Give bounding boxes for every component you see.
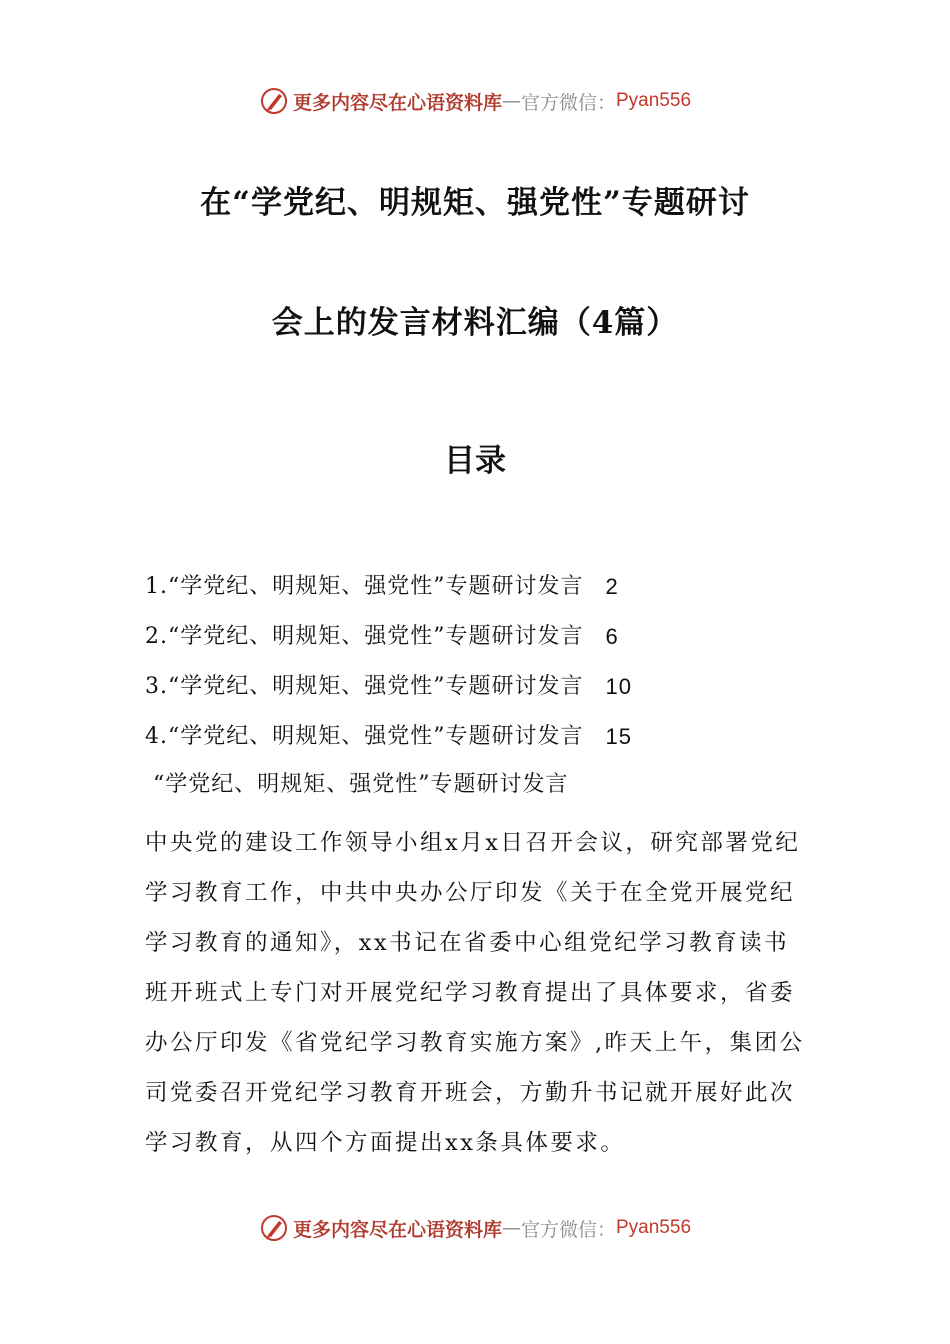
table-of-contents xyxy=(145,568,805,768)
watermark-id: Pyan556 xyxy=(616,1217,692,1238)
toc-item[interactable] xyxy=(145,568,805,618)
watermark-main-text: 更多内容尽在心语资料库 xyxy=(292,91,502,114)
toc-item[interactable] xyxy=(145,718,805,768)
toc-item-page: 2 xyxy=(605,574,619,599)
body-paragraph: 中央党的建设工作领导小组x月x日召开会议，研究部署党纪学习教育工作，中共中央办公厅印发《关于在全党开展党纪学习教育的通知》，xx书记在省委中心组党纪学习教育读书班开班式上专门对开展党纪学习教育提出了具体要求，省委办公厅印发《省党纪学习教育实施方案》,昨天上午，集团公司党委召开党纪学习教育开班会，方勤升书记就开展好此次学习教育，从四个方面提出xx条具体要求。 xyxy=(145,830,805,1156)
toc-item-label: 2.“学党纪、明规矩、强党性”专题研讨发言 xyxy=(145,624,584,649)
watermark-main-text: 更多内容尽在心语资料库 xyxy=(292,1218,502,1241)
section-heading: “学党纪、明规矩、强党性”专题研讨发言 xyxy=(153,772,569,797)
watermark-banner-top xyxy=(0,86,950,116)
toc-item-label: 1.“学党纪、明规矩、强党性”专题研讨发言 xyxy=(145,574,584,599)
pen-logo-icon xyxy=(259,86,289,116)
watermark-dash: — xyxy=(501,1217,521,1239)
document-title-line2: 会上的发言材料汇编（4篇） xyxy=(271,305,679,341)
watermark-dash: — xyxy=(501,90,521,112)
document-title-line1: 在“学党纪、明规矩、强党性”专题研讨 xyxy=(200,185,750,221)
toc-item-page: 15 xyxy=(605,724,632,749)
toc-item[interactable] xyxy=(145,618,805,668)
watermark-id: Pyan556 xyxy=(616,90,692,111)
watermark-banner-bottom xyxy=(0,1213,950,1243)
toc-item-page: 10 xyxy=(605,674,632,699)
toc-item-label: 4.“学党纪、明规矩、强党性”专题研讨发言 xyxy=(145,724,584,749)
toc-heading: 目录 xyxy=(444,443,506,479)
toc-item-label: 3.“学党纪、明规矩、强党性”专题研讨发言 xyxy=(145,674,584,699)
toc-item[interactable] xyxy=(145,668,805,718)
toc-item-page: 6 xyxy=(605,624,619,649)
pen-logo-icon xyxy=(259,1213,289,1243)
watermark-sub-text: 官方微信： xyxy=(520,1218,616,1241)
watermark-sub-text: 官方微信： xyxy=(520,91,616,114)
